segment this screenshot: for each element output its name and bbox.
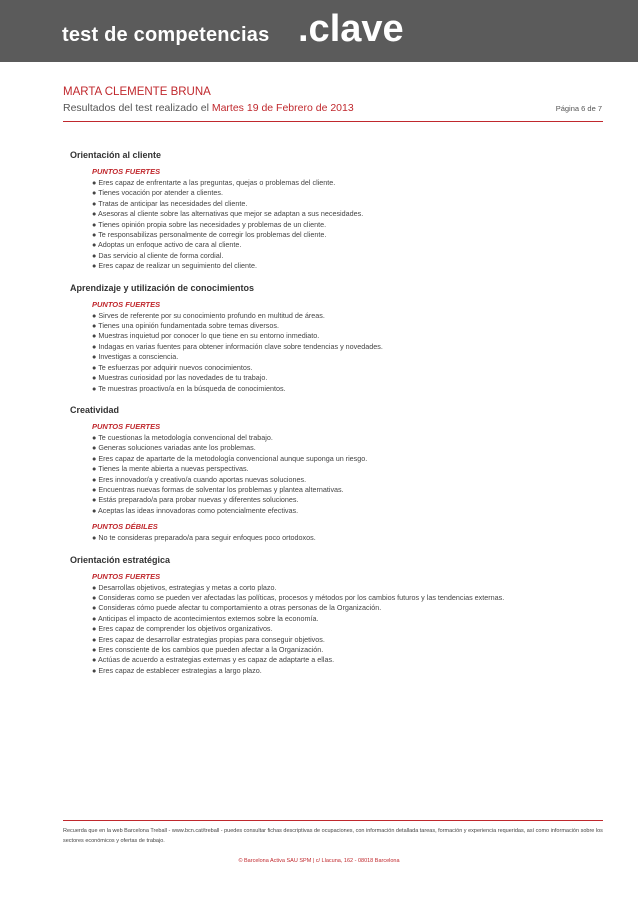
section-aprendizaje (70, 283, 600, 394)
list-item: ● Actúas de acuerdo a estrategias externas y es capaz de adaptarte a ellas. (92, 655, 335, 665)
list-item: ● Te muestras proactivo/a en la búsqueda de conocimientos. (92, 383, 286, 393)
list-item: ● Te cuestionas la metodología convencional del trabajo. (92, 432, 273, 442)
results-date: Martes 19 de Febrero de 2013 (211, 102, 354, 114)
bullet-list (92, 533, 600, 543)
list-item: ● Aceptas las ideas innovadoras como potencialmente efectivas. (92, 505, 299, 515)
header-divider (63, 121, 603, 122)
section-title: Creatividad (70, 404, 120, 415)
list-item: ● Eres capaz de desarrollar estrategias propias para conseguir objetivos. (92, 634, 325, 644)
list-item: ● Eres capaz de realizar un seguimiento del cliente. (92, 261, 257, 271)
list-item: ● Estás preparado/a para probar nuevas y diferentes soluciones. (92, 495, 299, 505)
strengths-group (92, 300, 600, 394)
list-item: ● Muestras inquietud por conocer lo que tiene en su entorno inmediato. (92, 331, 320, 341)
list-item: ● Asesoras al cliente sobre las alternativas que mejor se adaptan a sus necesidades. (92, 209, 364, 219)
strengths-group (92, 167, 600, 272)
list-item: ● Eres capaz de apartarte de la metodología convencional aunque suponga un riesgo. (92, 453, 368, 463)
list-item: ● Muestras curiosidad por las novedades de tu trabajo. (92, 373, 268, 383)
list-item: ● Consideras cómo puede afectar tu comportamiento a otras personas de la Organización. (92, 603, 382, 613)
list-item: ● Investigas a consciencia. (92, 352, 179, 362)
list-item: ● Eres consciente de los cambios que pueden afectar a la Organización. (92, 645, 324, 654)
list-item: ● Te responsabilizas personalmente de corregir los problemas del cliente. (92, 230, 327, 240)
list-item: ● Sirves de referente por su conocimiento profundo en multitud de áreas. (92, 310, 325, 320)
candidate-name: MARTA CLEMENTE BRUNA (63, 86, 211, 98)
weaknesses-group (92, 522, 600, 543)
section-title: Orientación estratégica (70, 554, 171, 565)
list-item: ● Eres capaz de enfrentarte a las preguntas, quejas o problemas del cliente. (92, 178, 336, 187)
list-item: ● Eres capaz de establecer estrategias a largo plazo. (92, 665, 262, 675)
bullet-list (92, 583, 600, 677)
section-orientacion-estrategica (70, 555, 600, 677)
list-item: ● Eres capaz de comprender los objetivos organizativos. (92, 624, 273, 634)
footer-copyright: © Barcelona Activa SAU SPM | c/ Llacuna, 162 - 08018 Barcelona (238, 858, 400, 864)
list-item: ● Tienes una opinión fundamentada sobre temas diversos. (92, 321, 279, 331)
list-item: ● No te consideras preparado/a para seguir enfoques poco ortodoxos. (92, 533, 316, 543)
results-prefix: Resultados del test realizado el (63, 102, 209, 114)
group-title: PUNTOS FUERTES (92, 571, 161, 581)
brand-title: test de competencias (62, 24, 270, 46)
list-item: ● Indagas en varias fuentes para obtener información clave sobre tendencias y novedades. (92, 341, 383, 351)
group-title: PUNTOS FUERTES (92, 167, 161, 176)
section-creatividad (70, 405, 600, 544)
strengths-group (92, 572, 600, 677)
group-title: PUNTOS FUERTES (92, 421, 161, 431)
footer-divider (63, 820, 603, 821)
section-orientacion-cliente (70, 150, 600, 272)
section-title: Aprendizaje y utilización de conocimientos (70, 282, 255, 293)
bullet-list (92, 178, 600, 272)
group-title: PUNTOS DÉBILES (92, 522, 158, 532)
list-item: ● Desarrollas objetivos, estrategias y metas a corto plazo. (92, 582, 277, 592)
brand-logo-suffix: .clave (298, 8, 404, 50)
list-item: ● Te esfuerzas por adquirir nuevos conocimientos. (92, 362, 253, 372)
list-item: ● Generas soluciones variadas ante los problemas. (92, 443, 256, 453)
bullet-list (92, 311, 600, 394)
footer-note: Recuerda que en la web Barcelona Treball - www.bcn.cat/treball - puedes consultar fichas descriptivas de ocupaciones, con información detallada tareas, formación y experiencia requeridas, así como información sobre los sectores económicos y ofertas de trabajo. (63, 828, 603, 844)
bullet-list (92, 433, 600, 516)
results-line (63, 102, 354, 114)
list-item: ● Adoptas un enfoque activo de cara al cliente. (92, 240, 242, 250)
competency-list (70, 150, 600, 687)
list-item: ● Das servicio al cliente de forma cordial. (92, 250, 224, 260)
list-item: ● Consideras como se pueden ver afectadas las políticas, procesos y métodos por los cambios futuros y las tendencias externas. (92, 592, 505, 602)
list-item: ● Eres innovador/a y creativo/a cuando aportas nuevas soluciones. (92, 474, 307, 484)
list-item: ● Anticipas el impacto de acontecimientos externos sobre la economía. (92, 613, 319, 623)
page-number: Página 6 de 7 (555, 104, 602, 113)
list-item: ● Tienes la mente abierta a nuevas perspectivas. (92, 464, 249, 474)
list-item: ● Tienes vocación por atender a clientes. (92, 188, 223, 198)
section-title: Orientación al cliente (70, 150, 162, 160)
strengths-group (92, 422, 600, 516)
list-item: ● Encuentras nuevas formas de solventar los problemas y plantea alternativas. (92, 484, 344, 494)
header-band (0, 0, 638, 62)
group-title: PUNTOS FUERTES (92, 299, 161, 309)
list-item: ● Tratas de anticipar las necesidades del cliente. (92, 198, 248, 208)
list-item: ● Tienes opinión propia sobre las necesidades y problemas de un cliente. (92, 219, 327, 229)
